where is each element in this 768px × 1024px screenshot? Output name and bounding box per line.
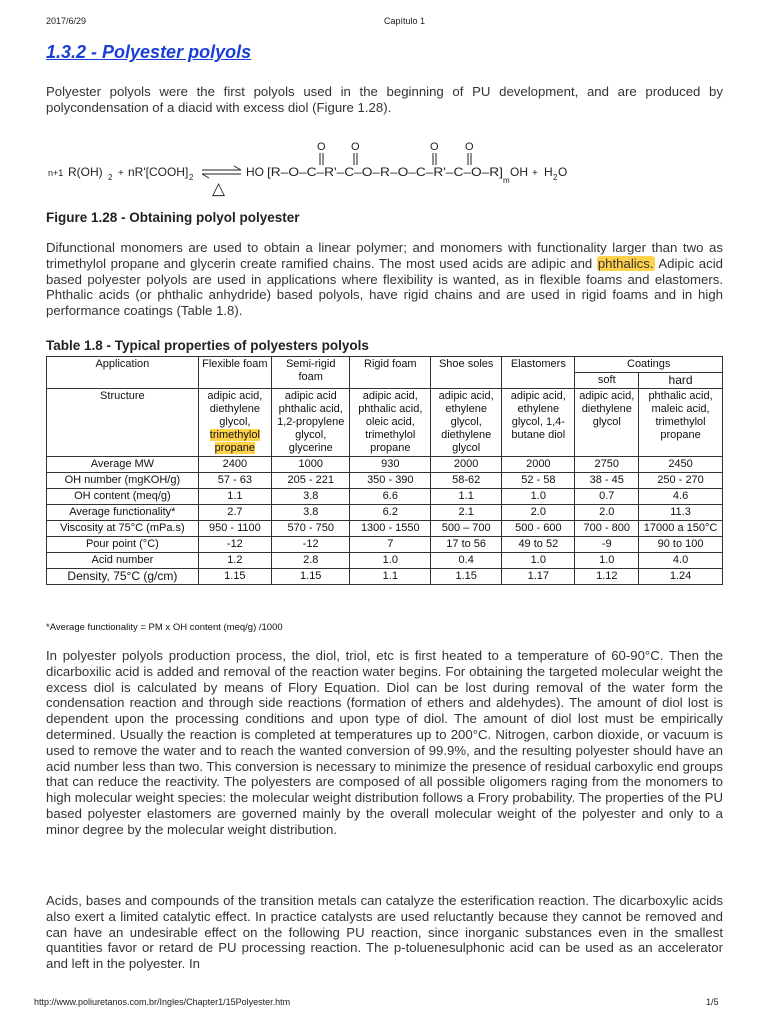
header-coatings: Coatings — [575, 357, 723, 373]
table-cell: 1.24 — [639, 569, 723, 585]
table-cell: 17000 a 150°C — [639, 521, 723, 537]
table-cell: 1.15 — [198, 569, 271, 585]
table-cell: 1.15 — [271, 569, 350, 585]
table-cell: 1000 — [271, 457, 350, 473]
equilibrium-arrows — [202, 166, 241, 178]
table-cell: 2000 — [431, 457, 502, 473]
table-cell: 930 — [350, 457, 431, 473]
row-label: Average functionality* — [47, 505, 199, 521]
structure-semirigid: adipic acid phthalic acid, 1,2-propylene glycol, glycerine — [271, 389, 350, 457]
table-cell: 950 - 1100 — [198, 521, 271, 537]
table-cell: 3.8 — [271, 505, 350, 521]
table-cell: 4.6 — [639, 489, 723, 505]
table-cell: 205 - 221 — [271, 473, 350, 489]
structure-hard: phthalic acid, maleic acid, trimethylol propane — [639, 389, 723, 457]
eq-reactant1: R(OH) — [68, 165, 103, 179]
table-row — [47, 489, 723, 505]
table-cell: 3.8 — [271, 489, 350, 505]
table-footnote: *Average functionality = PM x OH content (meq/g) /1000 — [46, 622, 283, 633]
table-cell: -12 — [271, 537, 350, 553]
table-cell: 0.7 — [575, 489, 639, 505]
table-cell: 500 – 700 — [431, 521, 502, 537]
table-cell: 7 — [350, 537, 431, 553]
table-row — [47, 521, 723, 537]
table-caption: Table 1.8 - Typical properties of polyesters polyols — [46, 338, 369, 353]
row-label: Average MW — [47, 457, 199, 473]
structure-elastomers: adipic acid, ethylene glycol, 1,4-butane diol — [502, 389, 575, 457]
eq-product-start: HO — [246, 165, 264, 179]
intro-paragraph: Polyester polyols were the first polyols used in the beginning of PU development, and are produced by polycondensation of a diacid with excess diol (Figure 1.28). — [46, 84, 723, 115]
row-label: Pour point (°C) — [47, 537, 199, 553]
table-cell: -9 — [575, 537, 639, 553]
table-cell: 2.0 — [575, 505, 639, 521]
table-cell: 1.1 — [431, 489, 502, 505]
para2-after: Adipic acid based polyester polyols are used in applications where flexibility is wanted, as in flexible foams and elastomers. Phthalic acids (or phthalic anhydride) based polyols, have rigid chains and are used in rigid foams and in high performance coatings (Table 1.8). — [46, 255, 723, 319]
table-row-structure — [47, 389, 723, 457]
table-cell: 1300 - 1550 — [350, 521, 431, 537]
highlight-phthalics: phthalics. — [597, 255, 654, 271]
table-cell: 57 - 63 — [198, 473, 271, 489]
eq-water-sub: 2 — [553, 173, 558, 182]
carbonyl-o-3: O — [430, 141, 439, 153]
table-cell: 1.17 — [502, 569, 575, 585]
carbonyl-groups — [317, 141, 474, 165]
table-cell: 38 - 45 — [575, 473, 639, 489]
header-flexible-foam: Flexible foam — [198, 357, 271, 389]
table-cell: 500 - 600 — [502, 521, 575, 537]
table-cell: 350 - 390 — [350, 473, 431, 489]
table-cell: 17 to 56 — [431, 537, 502, 553]
table-row — [47, 553, 723, 569]
table-cell: 2400 — [198, 457, 271, 473]
heat-symbol: △ — [212, 179, 226, 198]
footer-url: http://www.poliuretanos.com.br/Ingles/Chapter1/15Polyester.htm — [34, 997, 291, 1007]
header-elastomers: Elastomers — [502, 357, 575, 389]
table-cell: 2750 — [575, 457, 639, 473]
table-cell: 250 - 270 — [639, 473, 723, 489]
figure-caption: Figure 1.28 - Obtaining polyol polyester — [46, 210, 300, 225]
eq-chain-sub: m — [503, 176, 510, 185]
table-row — [47, 457, 723, 473]
table-cell: 1.0 — [502, 553, 575, 569]
footer-page: 1/5 — [706, 997, 719, 1007]
header-hard: hard — [639, 373, 723, 389]
table-cell: 1.1 — [198, 489, 271, 505]
structure-flexible-text: adipic acid, diethylene glycol, — [207, 390, 263, 428]
header-rigid-foam: Rigid foam — [350, 357, 431, 389]
table-cell: 1.2 — [198, 553, 271, 569]
table-cell: 700 - 800 — [575, 521, 639, 537]
section-title: 1.3.2 - Polyester polyols — [46, 42, 252, 62]
table-cell: 11.3 — [639, 505, 723, 521]
properties-table — [46, 356, 723, 585]
print-title: Capítulo 1 — [384, 16, 426, 26]
table-row — [47, 537, 723, 553]
header-semirigid-foam: Semi-rigid foam — [271, 357, 350, 389]
table-cell: 2.0 — [502, 505, 575, 521]
table-cell: 570 - 750 — [271, 521, 350, 537]
eq-plus-1: + — [118, 168, 124, 179]
table-cell: 1.0 — [350, 553, 431, 569]
table-row — [47, 473, 723, 489]
highlight-trimethylol-propane: trimethylol propane — [209, 429, 260, 454]
row-label: Acid number — [47, 553, 199, 569]
production-paragraph: In polyester polyols production process, the diol, triol, etc is first heated to a temperature of 60-90°C. Then the dicarboxilic acid is added and removal of the reaction water begins. For obtaining the targeted molecular weight the excess diol is calculated by means of Flory Equation. Diol can be lost during removal of the water form the condensation reaction and through side reactions (formation of ethers and aldehydes). The amount of diol lost is dependent upon the processing conditions and upon type of diol. The amount of diol lost must be empirically determined. Usually the reaction is completed at temperatures up to 200°C. Nitrogen, carbon dioxide, or vacuum is used to remove the water and to reach the wanted conversion of 99.9%, and the resulting polyester should have an acid number less than two. This conversion is necessary to minimize the presence of residual carboxylic end groups that can reduce the reactivity. The polyesters are composed of all possible oligomers raging from the monomers to high molecular weight species: the molecular weight distribution follows a Frory probability. The properties of the PU based polyester elastomers are governed mainly by the overall molecular weight of the polyester and only to a minor degree by the molecular weight distribution. — [46, 648, 723, 837]
para2-before: Difunctional monomers are used to obtain a linear polymer; and monomers with functionality larger than two as trimethylol propane and glycerin create ramified chains. The most used acids are adipic and — [46, 240, 723, 271]
carbonyl-o-4: O — [465, 141, 474, 153]
table-cell: 2.8 — [271, 553, 350, 569]
table-cell: 90 to 100 — [639, 537, 723, 553]
structure-rigid: adipic acid, phthalic acid, oleic acid, trimethylol propane — [350, 389, 431, 457]
table-cell: 6.6 — [350, 489, 431, 505]
table-cell: 2000 — [502, 457, 575, 473]
monomers-paragraph — [46, 240, 723, 319]
table-header-row — [47, 357, 723, 373]
header-application: Application — [47, 357, 199, 389]
table-cell: 4.0 — [639, 553, 723, 569]
eq-reactant1-coef: n+1 — [48, 168, 64, 178]
table-cell: 2.1 — [431, 505, 502, 521]
structure-soft: adipic acid, diethylene glycol — [575, 389, 639, 457]
carbonyl-o-1: O — [317, 141, 326, 153]
table-cell: 58-62 — [431, 473, 502, 489]
table-cell: 1.0 — [502, 489, 575, 505]
table-cell: 2.7 — [198, 505, 271, 521]
eq-water: H — [544, 165, 553, 179]
print-date: 2017/6/29 — [46, 16, 87, 26]
eq-reactant2-sub: 2 — [189, 173, 194, 182]
table-cell: 6.2 — [350, 505, 431, 521]
eq-reactant1-sub: 2 — [108, 173, 113, 182]
table-cell: 2450 — [639, 457, 723, 473]
structure-shoe: adipic acid, ethylene glycol, diethylene glycol — [431, 389, 502, 457]
table-cell: 1.1 — [350, 569, 431, 585]
structure-flexible — [198, 389, 271, 457]
structure-label: Structure — [47, 389, 199, 457]
catalysis-paragraph: Acids, bases and compounds of the transition metals can catalyze the esterification reaction. The dicarboxylic acids also exert a limited catalytic effect. In practice catalysts are used reluctantly because they cannot be removed and can have an undesirable effect on the following PU reaction, since inorganic substances even in the smallest quantities favor or retard de PU processing reaction. The p-toluenesulphonic acid can be used as an accelerator and left in the polyester. In — [46, 893, 723, 972]
row-label: OH number (mgKOH/g) — [47, 473, 199, 489]
table-cell: 49 to 52 — [502, 537, 575, 553]
table-cell: -12 — [198, 537, 271, 553]
eq-product-end: OH — [510, 165, 528, 179]
table-row — [47, 569, 723, 585]
table-cell: 52 - 58 — [502, 473, 575, 489]
table-cell: 1.15 — [431, 569, 502, 585]
row-label: Density, 75°C (g/cm) — [47, 569, 199, 585]
row-label: OH content (meq/g) — [47, 489, 199, 505]
carbonyl-o-2: O — [351, 141, 360, 153]
table-cell: 1.12 — [575, 569, 639, 585]
eq-water-end: O — [558, 165, 568, 179]
table-cell: 0.4 — [431, 553, 502, 569]
eq-plus-2: + — [532, 168, 538, 179]
reaction-equation — [48, 138, 728, 198]
header-soft: soft — [575, 373, 639, 389]
header-shoe-soles: Shoe soles — [431, 357, 502, 389]
eq-polymer-chain: [R–O–C–R'–C–O–R–O–C–R'–C–O–R] — [267, 165, 503, 179]
table-cell: 1.0 — [575, 553, 639, 569]
row-label: Viscosity at 75°C (mPa.s) — [47, 521, 199, 537]
table-row — [47, 505, 723, 521]
eq-reactant2: nR'[COOH] — [128, 165, 189, 179]
